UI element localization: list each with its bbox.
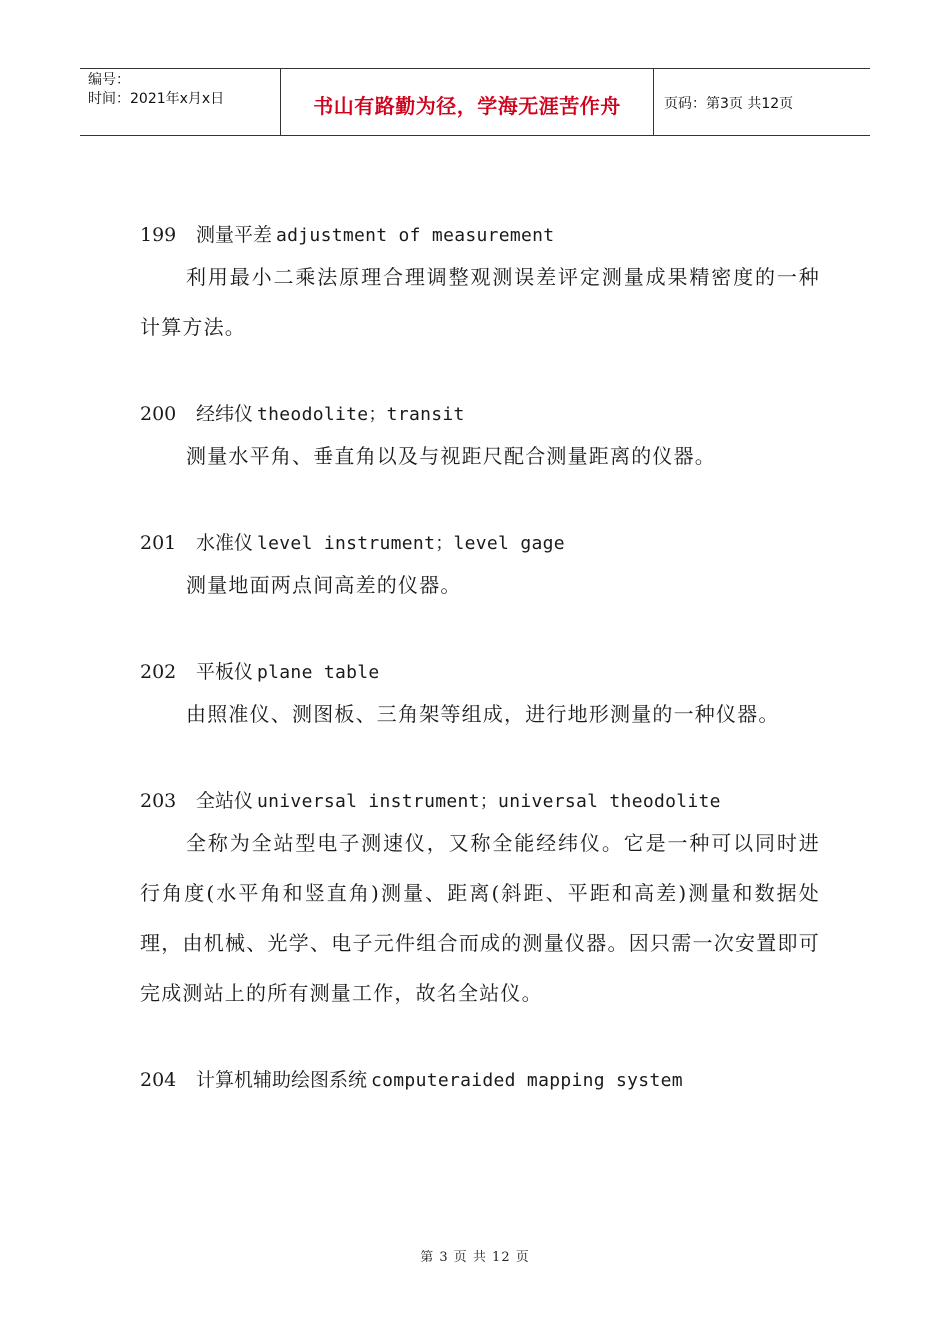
entry-term-en: plane table — [257, 662, 380, 683]
entry-term-en: computeraided mapping system — [371, 1070, 683, 1091]
code-label: 编号： — [88, 72, 130, 88]
entry-definition: 测量地面两点间高差的仪器。 — [186, 573, 462, 597]
entry-term-zh: 平板仪 — [196, 661, 254, 683]
entry-term-en: level instrument；level gage — [257, 533, 565, 554]
entry-number: 201 — [140, 532, 177, 554]
entry-title — [140, 784, 820, 818]
header-meta — [80, 69, 281, 135]
entry-definition: 由照准仪、测图板、三角架等组成，进行地形测量的一种仪器。 — [186, 702, 780, 726]
glossary-entries — [140, 218, 820, 1142]
entry-term-zh: 水准仪 — [196, 532, 254, 554]
time-label: 时间：2021年x月x日 — [88, 91, 225, 107]
entry-term-zh: 计算机辅助绘图系统 — [196, 1069, 368, 1091]
entry-term-zh: 全站仪 — [196, 790, 254, 812]
entry-number: 203 — [140, 790, 177, 812]
header-motto: 书山有路勤为径，学海无涯苦作舟 — [281, 69, 654, 135]
entry-term-en: theodolite；transit — [257, 404, 465, 425]
glossary-entry — [140, 1063, 820, 1097]
entry-number: 204 — [140, 1069, 177, 1091]
entry-term-zh: 测量平差 — [196, 224, 273, 246]
page-footer: 第 3 页 共 12 页 — [420, 1250, 530, 1265]
page-header — [80, 68, 870, 136]
entry-number: 199 — [140, 224, 177, 246]
entry-definition: 利用最小二乘法原理合理调整观测误差评定测量成果精密度的一种计算方法。 — [140, 265, 820, 339]
entry-term-zh: 经纬仪 — [196, 403, 254, 425]
glossary-entry — [140, 218, 820, 352]
glossary-entry — [140, 526, 820, 610]
entry-title — [140, 655, 820, 689]
entry-term-en: adjustment of measurement — [276, 225, 555, 246]
entry-term-en: universal instrument；universal theodolite — [257, 791, 721, 812]
entry-definition: 测量水平角、垂直角以及与视距尺配合测量距离的仪器。 — [186, 444, 716, 468]
entry-number: 202 — [140, 661, 177, 683]
entry-title — [140, 526, 820, 560]
glossary-entry — [140, 397, 820, 481]
header-page-info: 页码：第3页 共12页 — [664, 96, 794, 112]
entry-number: 200 — [140, 403, 177, 425]
entry-title — [140, 1063, 820, 1097]
entry-title — [140, 397, 820, 431]
glossary-entry — [140, 784, 820, 1018]
entry-definition: 全称为全站型电子测速仪，又称全能经纬仪。它是一种可以同时进行角度(水平角和竖直角)测量、距离(斜距、平距和高差)测量和数据处理，由机械、光学、电子元件组合而成的测量仪器。因只需一次安置即可完成测站上的所有测量工作，故名全站仪。 — [140, 831, 820, 1005]
entry-title — [140, 218, 820, 252]
glossary-entry — [140, 655, 820, 739]
